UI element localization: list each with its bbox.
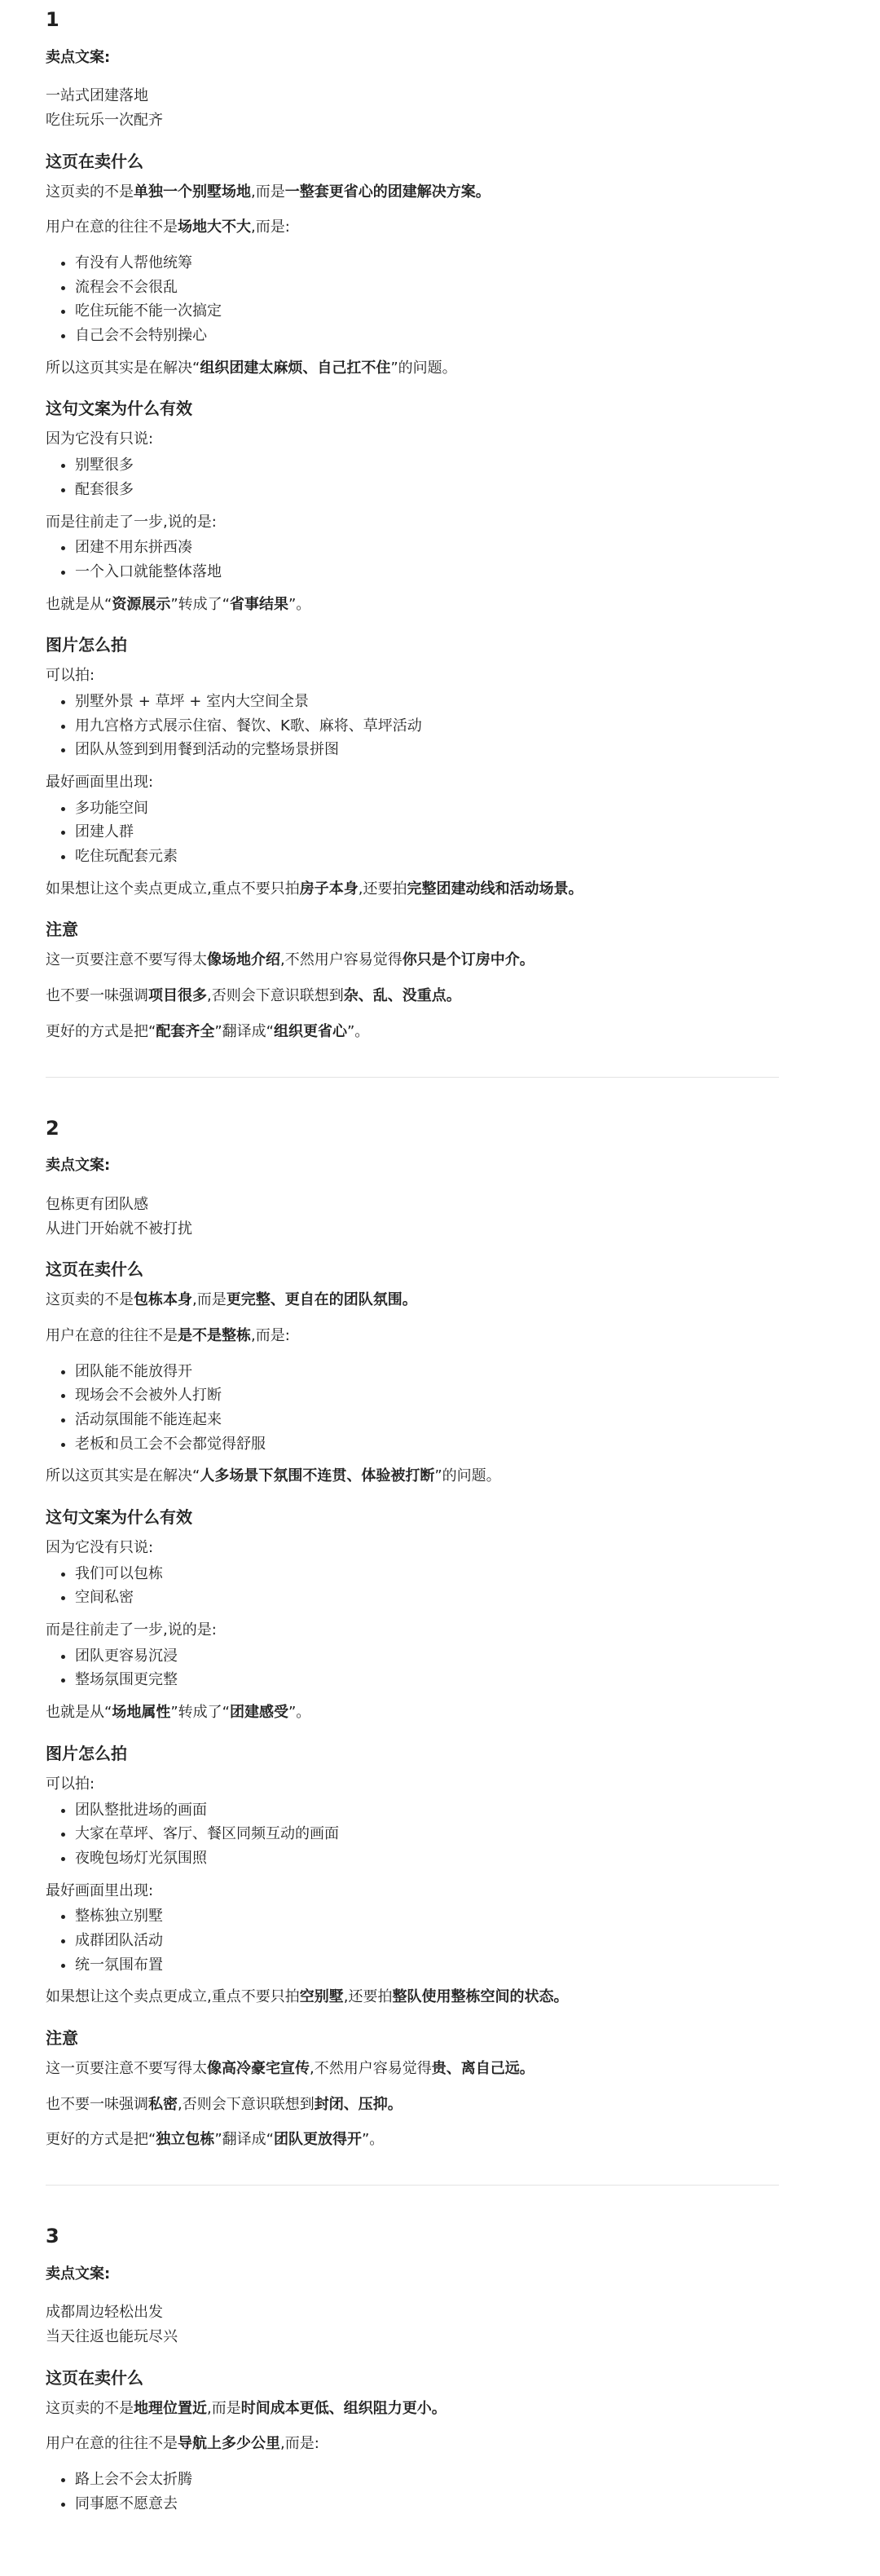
section-2 bbox=[46, 1109, 828, 2153]
shift-paragraph bbox=[46, 1700, 828, 1725]
text-run: 这页卖的不是 bbox=[46, 183, 134, 201]
heading-what-sell: 这页在卖什么 bbox=[46, 2367, 143, 2388]
copy-line: 当天往返也能玩尽兴 bbox=[46, 2328, 178, 2346]
bold-text: 更完整、更自在的团队氛围。 bbox=[226, 1291, 417, 1309]
instead-list bbox=[46, 536, 828, 584]
text-run: ”翻译成“ bbox=[214, 2131, 274, 2149]
list-item: • 团建人群 bbox=[75, 820, 828, 845]
list-item: • 多功能空间 bbox=[75, 796, 828, 821]
section-divider bbox=[46, 1077, 779, 1078]
note-paragraph bbox=[46, 948, 828, 973]
what-sell-paragraph bbox=[46, 180, 828, 205]
section-divider bbox=[46, 2185, 779, 2186]
bold-text: 杂、乱、没重点。 bbox=[343, 987, 461, 1005]
list-item: • 整场氛围更完整 bbox=[75, 1668, 828, 1692]
user-care-paragraph bbox=[46, 1324, 828, 1348]
not-list bbox=[46, 453, 828, 501]
heading-why-effective: 这句文案为什么有效 bbox=[46, 1507, 192, 1527]
list-item: • 团队从签到到用餐到活动的完整场景拼图 bbox=[75, 738, 828, 762]
text-run: ”。 bbox=[346, 1022, 370, 1040]
bold-text: 团建感受 bbox=[229, 1704, 288, 1722]
selling-point-label: 卖点文案: bbox=[46, 1157, 111, 1175]
text-run: ”转成了“ bbox=[170, 1704, 230, 1722]
list-item: • 流程会不会很乱 bbox=[75, 276, 828, 300]
heading-photo: 图片怎么拍 bbox=[46, 1743, 127, 1763]
heading-photo: 图片怎么拍 bbox=[46, 635, 127, 655]
heading-what-sell: 这页在卖什么 bbox=[46, 151, 143, 171]
bold-text: 配套齐全 bbox=[156, 1022, 215, 1040]
heading-what-sell: 这页在卖什么 bbox=[46, 1259, 143, 1280]
care-list bbox=[46, 1360, 828, 1457]
user-care-paragraph bbox=[46, 2432, 828, 2456]
can-shoot-text: 可以拍: bbox=[46, 667, 95, 685]
text-run: ,而是 bbox=[192, 1291, 227, 1309]
text-run: 也就是从“ bbox=[46, 595, 112, 613]
bold-text: 你只是个订房中介。 bbox=[402, 951, 535, 969]
text-run: ”的问题。 bbox=[390, 359, 457, 377]
list-item: • 现场会不会被外人打断 bbox=[75, 1383, 828, 1408]
list-item: • 吃住玩配套元素 bbox=[75, 845, 828, 869]
what-sell-paragraph bbox=[46, 2397, 828, 2421]
list-item: • 成群团队活动 bbox=[75, 1929, 828, 1953]
list-item: • 自己会不会特别操心 bbox=[75, 324, 828, 348]
section-number: 2 bbox=[46, 1116, 59, 1140]
selling-point-label: 卖点文案: bbox=[46, 48, 111, 66]
bold-text: 整队使用整栋空间的状态。 bbox=[392, 1988, 569, 2006]
text-run: 用户在意的往往不是 bbox=[46, 218, 178, 236]
text-run: 所以这页其实是在解决“ bbox=[46, 359, 200, 377]
list-item: • 路上会不会太折腾 bbox=[75, 2468, 828, 2492]
list-item: • 别墅很多 bbox=[75, 453, 828, 478]
bold-text: 单独一个别墅场地 bbox=[134, 183, 251, 201]
text-run: ”翻译成“ bbox=[214, 1022, 274, 1040]
note-paragraph bbox=[46, 984, 828, 1008]
heading-why-effective: 这句文案为什么有效 bbox=[46, 399, 192, 419]
text-run: ,而是 bbox=[207, 2399, 241, 2417]
instead-list bbox=[46, 1644, 828, 1692]
instead-text: 而是往前走了一步,说的是: bbox=[46, 1621, 217, 1639]
shoot-list bbox=[46, 1798, 828, 1871]
bold-text: 封闭、压抑。 bbox=[314, 2095, 403, 2113]
list-item: • 团建不用东拼西凑 bbox=[75, 536, 828, 560]
list-item: • 夜晚包场灯光氛围照 bbox=[75, 1846, 828, 1871]
copy-line: 成都周边轻松出发 bbox=[46, 2304, 163, 2322]
selling-copy bbox=[46, 84, 828, 132]
list-item: • 老板和员工会不会都觉得舒服 bbox=[75, 1432, 828, 1457]
appear-list bbox=[46, 1904, 828, 1977]
note-paragraph bbox=[46, 1020, 828, 1044]
note-paragraph bbox=[46, 2057, 828, 2081]
text-run: 用户在意的往往不是 bbox=[46, 1326, 178, 1344]
bold-text: 项目很多 bbox=[148, 987, 207, 1005]
copy-line: 从进门开始就不被打扰 bbox=[46, 1220, 192, 1237]
bold-text: 是不是整栋 bbox=[178, 1326, 251, 1344]
text-run: ,而是: bbox=[280, 2435, 319, 2453]
text-run: ,否则会下意识联想到 bbox=[207, 987, 344, 1005]
solve-paragraph bbox=[46, 1464, 828, 1489]
bold-text: 导航上多少公里 bbox=[178, 2435, 280, 2453]
list-item: • 团队更容易沉浸 bbox=[75, 1644, 828, 1669]
because-text: 因为它没有只说: bbox=[46, 430, 154, 448]
bold-text: 资源展示 bbox=[112, 595, 171, 613]
list-item: • 空间私密 bbox=[75, 1586, 828, 1610]
bold-text: 场地大不大 bbox=[178, 218, 251, 236]
bold-text: 一整套更省心的团建解决方案。 bbox=[284, 183, 491, 201]
section-number: 3 bbox=[46, 2225, 59, 2248]
care-list bbox=[46, 251, 828, 348]
shoot-list bbox=[46, 690, 828, 762]
advice-paragraph bbox=[46, 877, 828, 902]
text-run: ,不然用户容易觉得 bbox=[310, 2060, 432, 2077]
list-item: • 一个入口就能整体落地 bbox=[75, 560, 828, 584]
list-item: • 我们可以包栋 bbox=[75, 1562, 828, 1586]
copy-line: 一站式团建落地 bbox=[46, 87, 148, 105]
bold-text: 人多场景下氛围不连贯、体验被打断 bbox=[200, 1467, 435, 1485]
text-run: 这页卖的不是 bbox=[46, 1291, 134, 1309]
text-run: ”。 bbox=[288, 1704, 311, 1722]
list-item: • 用九宫格方式展示住宿、餐饮、K歌、麻将、草坪活动 bbox=[75, 714, 828, 739]
bold-text: 组织更省心 bbox=[273, 1022, 347, 1040]
text-run: 这一页要注意不要写得太 bbox=[46, 951, 207, 969]
text-run: 这一页要注意不要写得太 bbox=[46, 2060, 207, 2077]
selling-copy bbox=[46, 1193, 828, 1241]
text-run: ,而是 bbox=[251, 183, 285, 201]
instead-text: 而是往前走了一步,说的是: bbox=[46, 513, 217, 531]
text-run: 也不要一味强调 bbox=[46, 2095, 148, 2113]
list-item: • 同事愿不愿意去 bbox=[75, 2492, 828, 2516]
text-run: ”。 bbox=[361, 2131, 385, 2149]
user-care-paragraph bbox=[46, 215, 828, 240]
section-1 bbox=[46, 0, 828, 1044]
bold-text: 独立包栋 bbox=[156, 2131, 215, 2149]
bold-text: 场地属性 bbox=[112, 1704, 171, 1722]
text-run: ”。 bbox=[288, 595, 311, 613]
text-run: ,不然用户容易觉得 bbox=[280, 951, 403, 969]
text-run: ”转成了“ bbox=[170, 595, 230, 613]
text-run: ,而是: bbox=[251, 218, 290, 236]
text-run: ”的问题。 bbox=[434, 1467, 501, 1485]
bold-text: 空别墅 bbox=[299, 1988, 344, 2006]
list-item: • 别墅外景 + 草坪 + 室内大空间全景 bbox=[75, 690, 828, 714]
text-run: 也不要一味强调 bbox=[46, 987, 148, 1005]
list-item: • 配套很多 bbox=[75, 478, 828, 502]
list-item: • 整栋独立别墅 bbox=[75, 1904, 828, 1929]
bold-text: 省事结果 bbox=[229, 595, 288, 613]
bold-text: 地理位置近 bbox=[134, 2399, 207, 2417]
text-run: ,还要拍 bbox=[343, 1988, 393, 2006]
text-run: ,否则会下意识联想到 bbox=[178, 2095, 315, 2113]
not-list bbox=[46, 1562, 828, 1610]
copy-line: 包栋更有团队感 bbox=[46, 1195, 148, 1213]
copy-line: 吃住玩乐一次配齐 bbox=[46, 111, 163, 129]
appear-list bbox=[46, 796, 828, 869]
text-run: 也就是从“ bbox=[46, 1704, 112, 1722]
text-run: 更好的方式是把“ bbox=[46, 2131, 156, 2149]
bold-text: 时间成本更低、组织阻力更小。 bbox=[240, 2399, 447, 2417]
text-run: 这页卖的不是 bbox=[46, 2399, 134, 2417]
heading-note: 注意 bbox=[46, 920, 78, 940]
text-run: 所以这页其实是在解决“ bbox=[46, 1467, 200, 1485]
solve-paragraph bbox=[46, 356, 828, 381]
selling-point-label: 卖点文案: bbox=[46, 2265, 111, 2283]
section-number: 1 bbox=[46, 8, 59, 31]
text-run: 如果想让这个卖点更成立,重点不要只拍 bbox=[46, 1988, 300, 2006]
bold-text: 像高冷豪宅宣传 bbox=[207, 2060, 310, 2077]
can-shoot-text: 可以拍: bbox=[46, 1775, 95, 1793]
text-run: ,而是: bbox=[251, 1326, 290, 1344]
bold-text: 房子本身 bbox=[299, 880, 359, 898]
care-list bbox=[46, 2468, 828, 2516]
bold-text: 包栋本身 bbox=[134, 1291, 192, 1309]
bold-text: 完整团建动线和活动场景。 bbox=[407, 880, 583, 898]
bold-text: 私密 bbox=[148, 2095, 178, 2113]
bold-text: 像场地介绍 bbox=[207, 951, 280, 969]
list-item: • 有没有人帮他统筹 bbox=[75, 251, 828, 276]
list-item: • 大家在草坪、客厅、餐区同频互动的画面 bbox=[75, 1822, 828, 1846]
text-run: ,还要拍 bbox=[358, 880, 407, 898]
shift-paragraph bbox=[46, 593, 828, 617]
section-3 bbox=[46, 2217, 828, 2516]
list-item: • 活动氛围能不能连起来 bbox=[75, 1408, 828, 1432]
bold-text: 贵、离自己远。 bbox=[431, 2060, 535, 2077]
because-text: 因为它没有只说: bbox=[46, 1539, 154, 1556]
bold-text: 团队更放得开 bbox=[273, 2131, 362, 2149]
note-paragraph bbox=[46, 2128, 828, 2152]
list-item: • 团队能不能放得开 bbox=[75, 1360, 828, 1384]
text-run: 更好的方式是把“ bbox=[46, 1022, 156, 1040]
list-item: • 团队整批进场的画面 bbox=[75, 1798, 828, 1823]
what-sell-paragraph bbox=[46, 1288, 828, 1312]
selling-copy bbox=[46, 2300, 828, 2349]
advice-paragraph bbox=[46, 1985, 828, 2009]
note-paragraph bbox=[46, 2093, 828, 2117]
best-appear-text: 最好画面里出现: bbox=[46, 774, 154, 792]
best-appear-text: 最好画面里出现: bbox=[46, 1881, 154, 1899]
heading-note: 注意 bbox=[46, 2028, 78, 2048]
list-item: • 吃住玩能不能一次搞定 bbox=[75, 299, 828, 324]
text-run: 用户在意的往往不是 bbox=[46, 2435, 178, 2453]
bold-text: 组织团建太麻烦、自己扛不住 bbox=[200, 359, 391, 377]
list-item: • 统一氛围布置 bbox=[75, 1953, 828, 1978]
text-run: 如果想让这个卖点更成立,重点不要只拍 bbox=[46, 880, 300, 898]
